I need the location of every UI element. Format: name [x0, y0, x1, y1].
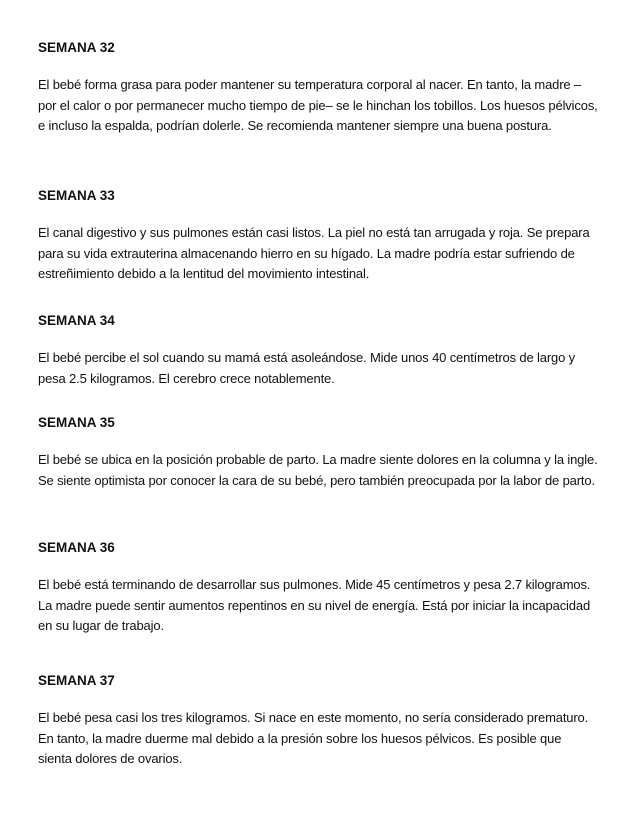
section-semana-33	[38, 186, 600, 281]
section-heading: SEMANA 36	[38, 540, 115, 555]
section-heading: SEMANA 37	[38, 673, 115, 688]
section-heading: SEMANA 33	[38, 188, 115, 203]
section-semana-36	[38, 538, 600, 633]
section-paragraph: El bebé percibe el sol cuando su mamá está asoleándose. Mide unos 40 centímetros de largo y pesa 2.5 kilogramos. El cerebro crece notablemente.	[38, 350, 576, 386]
section-heading: SEMANA 32	[38, 40, 115, 55]
section-paragraph: El bebé se ubica en la posición probable de parto. La madre siente dolores en la columna y la ingle. Se siente optimista por conocer la cara de su bebé, pero también preocupada por la labor de parto.	[38, 452, 598, 488]
section-semana-32	[38, 38, 600, 133]
section-paragraph: El canal digestivo y sus pulmones están casi listos. La piel no está tan arrugada y roja. Se prepara para su vida extrauterina almacenando hierro en su hígado. La madre podría estar sufriendo de estreñimiento debido a la lentitud del movimiento intestinal.	[38, 225, 590, 281]
section-paragraph: El bebé está terminando de desarrollar sus pulmones. Mide 45 centímetros y pesa 2.7 kilogramos. La madre puede sentir aumentos repentinos en su nivel de energía. Está por iniciar la incapacidad en su lugar de trabajo.	[38, 577, 591, 633]
section-paragraph: El bebé forma grasa para poder mantener su temperatura corporal al nacer. En tanto, la madre –por el calor o por permanecer mucho tiempo de pie– se le hinchan los tobillos. Los huesos pélvicos, e incluso la espalda, podrían dolerle. Se recomienda mantener siempre una buena postura.	[38, 77, 598, 133]
section-paragraph: El bebé pesa casi los tres kilogramos. Si nace en este momento, no sería considerado prematuro. En tanto, la madre duerme mal debido a la presión sobre los huesos pélvicos. Es posible que sienta dolores de ovarios.	[38, 710, 589, 766]
section-heading: SEMANA 34	[38, 313, 115, 328]
section-semana-35	[38, 413, 600, 488]
section-semana-37	[38, 671, 600, 766]
section-semana-34	[38, 311, 600, 386]
section-heading: SEMANA 35	[38, 415, 115, 430]
